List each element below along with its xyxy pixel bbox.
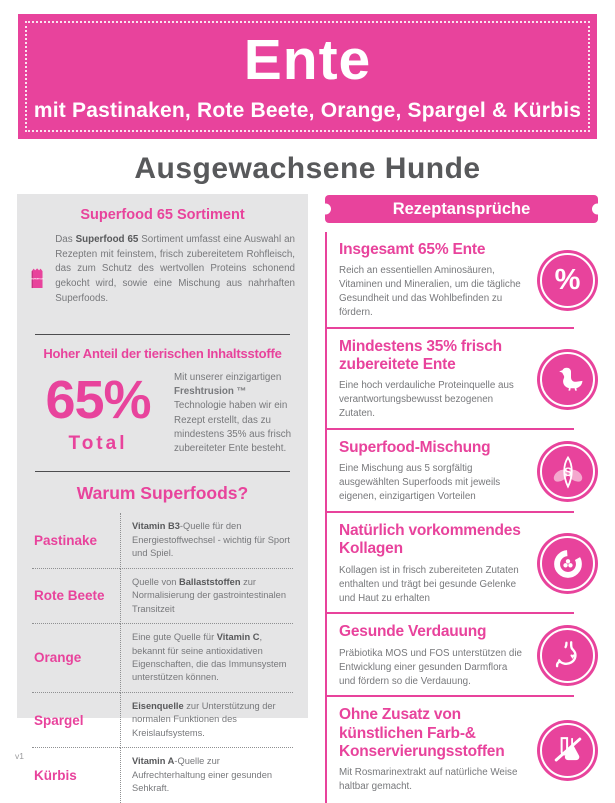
claim-title: Insgesamt 65% Ente [339, 241, 486, 258]
sortiment-row [30, 233, 295, 323]
recipe-claims-panel [325, 194, 598, 803]
sortiment-paragraph: Das Superfood 65 Sortiment umfasst eine Auswahl an Rezepten mit feinstem, frisch zubereitetem Rohfleisch, das zum Schutz des wertvollen Proteins schonend gekocht wird, sowie eine Mischung aus nahrhaften Superfoods. [55, 234, 295, 304]
ingredient-desc: Vitamin A-Quelle zur Aufrechterhaltung einer gesunden Sehkraft. [120, 748, 293, 802]
superfood-leaf-icon [537, 441, 598, 502]
percent-row [30, 369, 295, 460]
ingredient-name: Kürbis [34, 768, 77, 784]
version-label: v1 [15, 751, 24, 761]
claim-body: Reich an essentiellen Aminosäuren, Vitaminen und Mineralien, um die tägliche Gesundheit und das Wohlbefinden zu fördern. [339, 265, 521, 318]
claim-section [325, 430, 598, 513]
claim-section [325, 513, 598, 614]
claim-body: Präbiotika MOS und FOS unterstützen die Entwicklung einer gesunden Darmflora und fördern so die Verdauung. [339, 647, 522, 687]
anteil-title: Hoher Anteil der tierischen Inhaltsstoffe [43, 346, 282, 361]
claim-title: Mindestens 35% frisch zubereitete Ente [339, 337, 502, 374]
claim-title: Ohne Zusatz von künstlichen Farb-& Konservierungsstoffen [339, 706, 505, 761]
content-columns [0, 194, 615, 803]
ingredient-name: Orange [32, 624, 120, 693]
divider [35, 471, 290, 472]
anteil-paragraph: Mit unserer einzigartigen Freshtrusion ™ Technologie haben wir ein Rezept erstellt, das zu mindestens 35% aus frisch zubereiteter Ente besteht. [174, 372, 292, 455]
claim-section [325, 614, 598, 697]
claim-body: Eine hoch verdauliche Proteinquelle aus verantwortungsbewusst bezogenen Zutaten. [339, 380, 514, 420]
claim-text [339, 439, 529, 504]
warum-title: Warum Superfoods? [76, 483, 249, 504]
claims-list [325, 232, 598, 803]
percent-block [32, 369, 164, 455]
ingredient-desc: Eine gute Quelle für Vitamin C, bekannt für seine antioxidativen Eigenschaften, die das Immunsystem unterstützen können. [120, 624, 293, 693]
collagen-icon [537, 533, 598, 594]
claims-banner: Rezeptansprüche [325, 195, 598, 223]
ingredient-desc: Eisenquelle zur Unterstützung der normalen Funktionen des Kreislaufsystems. [120, 693, 293, 748]
svg-text:SUPERFOOD: SUPERFOOD [31, 278, 44, 281]
sortiment-title: Superfood 65 Sortiment [80, 207, 245, 223]
claim-text [339, 706, 529, 794]
claim-body: Eine Mischung aus 5 sorgfältig ausgewählten Superfoods mit jeweils eigenen, einzigartigen Vorteilen [339, 463, 501, 503]
percent-total-label: Total [68, 432, 128, 454]
no-additives-icon [537, 720, 598, 781]
claim-title: Superfood-Mischung [339, 439, 491, 457]
ingredient-name: Spargel [32, 693, 120, 748]
stomach-icon [537, 625, 598, 686]
ingredient-name: Rote Beete [32, 569, 120, 624]
claim-body: Mit Rosmarinextrakt auf natürliche Weise haltbar gemacht. [339, 767, 518, 793]
ingredient-name: Pastinake [32, 513, 120, 568]
divider [35, 334, 290, 335]
svg-text:♥: ♥ [569, 652, 575, 662]
ingredient-desc: Vitamin B3-Quelle für den Energiestoffwechsel - wichtig für Sport und Spiel. [120, 513, 293, 568]
product-title: Ente [243, 28, 372, 92]
ingredient-desc: Quelle von Ballaststoffen zur Normalisierung der gastrointestinalen Transitzeit [120, 569, 293, 624]
food-bag-icon [30, 233, 44, 323]
product-header [18, 14, 597, 139]
claim-text [339, 338, 529, 421]
claim-title: Gesunde Verdauung [339, 623, 487, 641]
claim-body: Kollagen ist in frisch zubereiteten Zutaten enthalten und trägt bei gesunde Gelenke und Haut zu erhalten [339, 564, 519, 604]
product-subtitle: mit Pastinaken, Rote Beete, Orange, Spargel & Kürbis [33, 99, 582, 122]
duck-icon [537, 349, 598, 410]
claim-section [325, 329, 598, 430]
superfoods-table [32, 513, 293, 803]
percent-icon: % [537, 250, 598, 311]
audience-heading: Ausgewachsene Hunde [134, 152, 481, 185]
claim-section [325, 232, 598, 329]
claim-section [325, 697, 598, 803]
svg-text:S: S [563, 464, 572, 479]
claim-title: Natürlich vorkommendes Kollagen [339, 522, 521, 558]
percent-value: 65% [45, 369, 151, 430]
claim-text [339, 522, 529, 605]
claim-text [339, 241, 529, 320]
claim-text [339, 623, 529, 688]
